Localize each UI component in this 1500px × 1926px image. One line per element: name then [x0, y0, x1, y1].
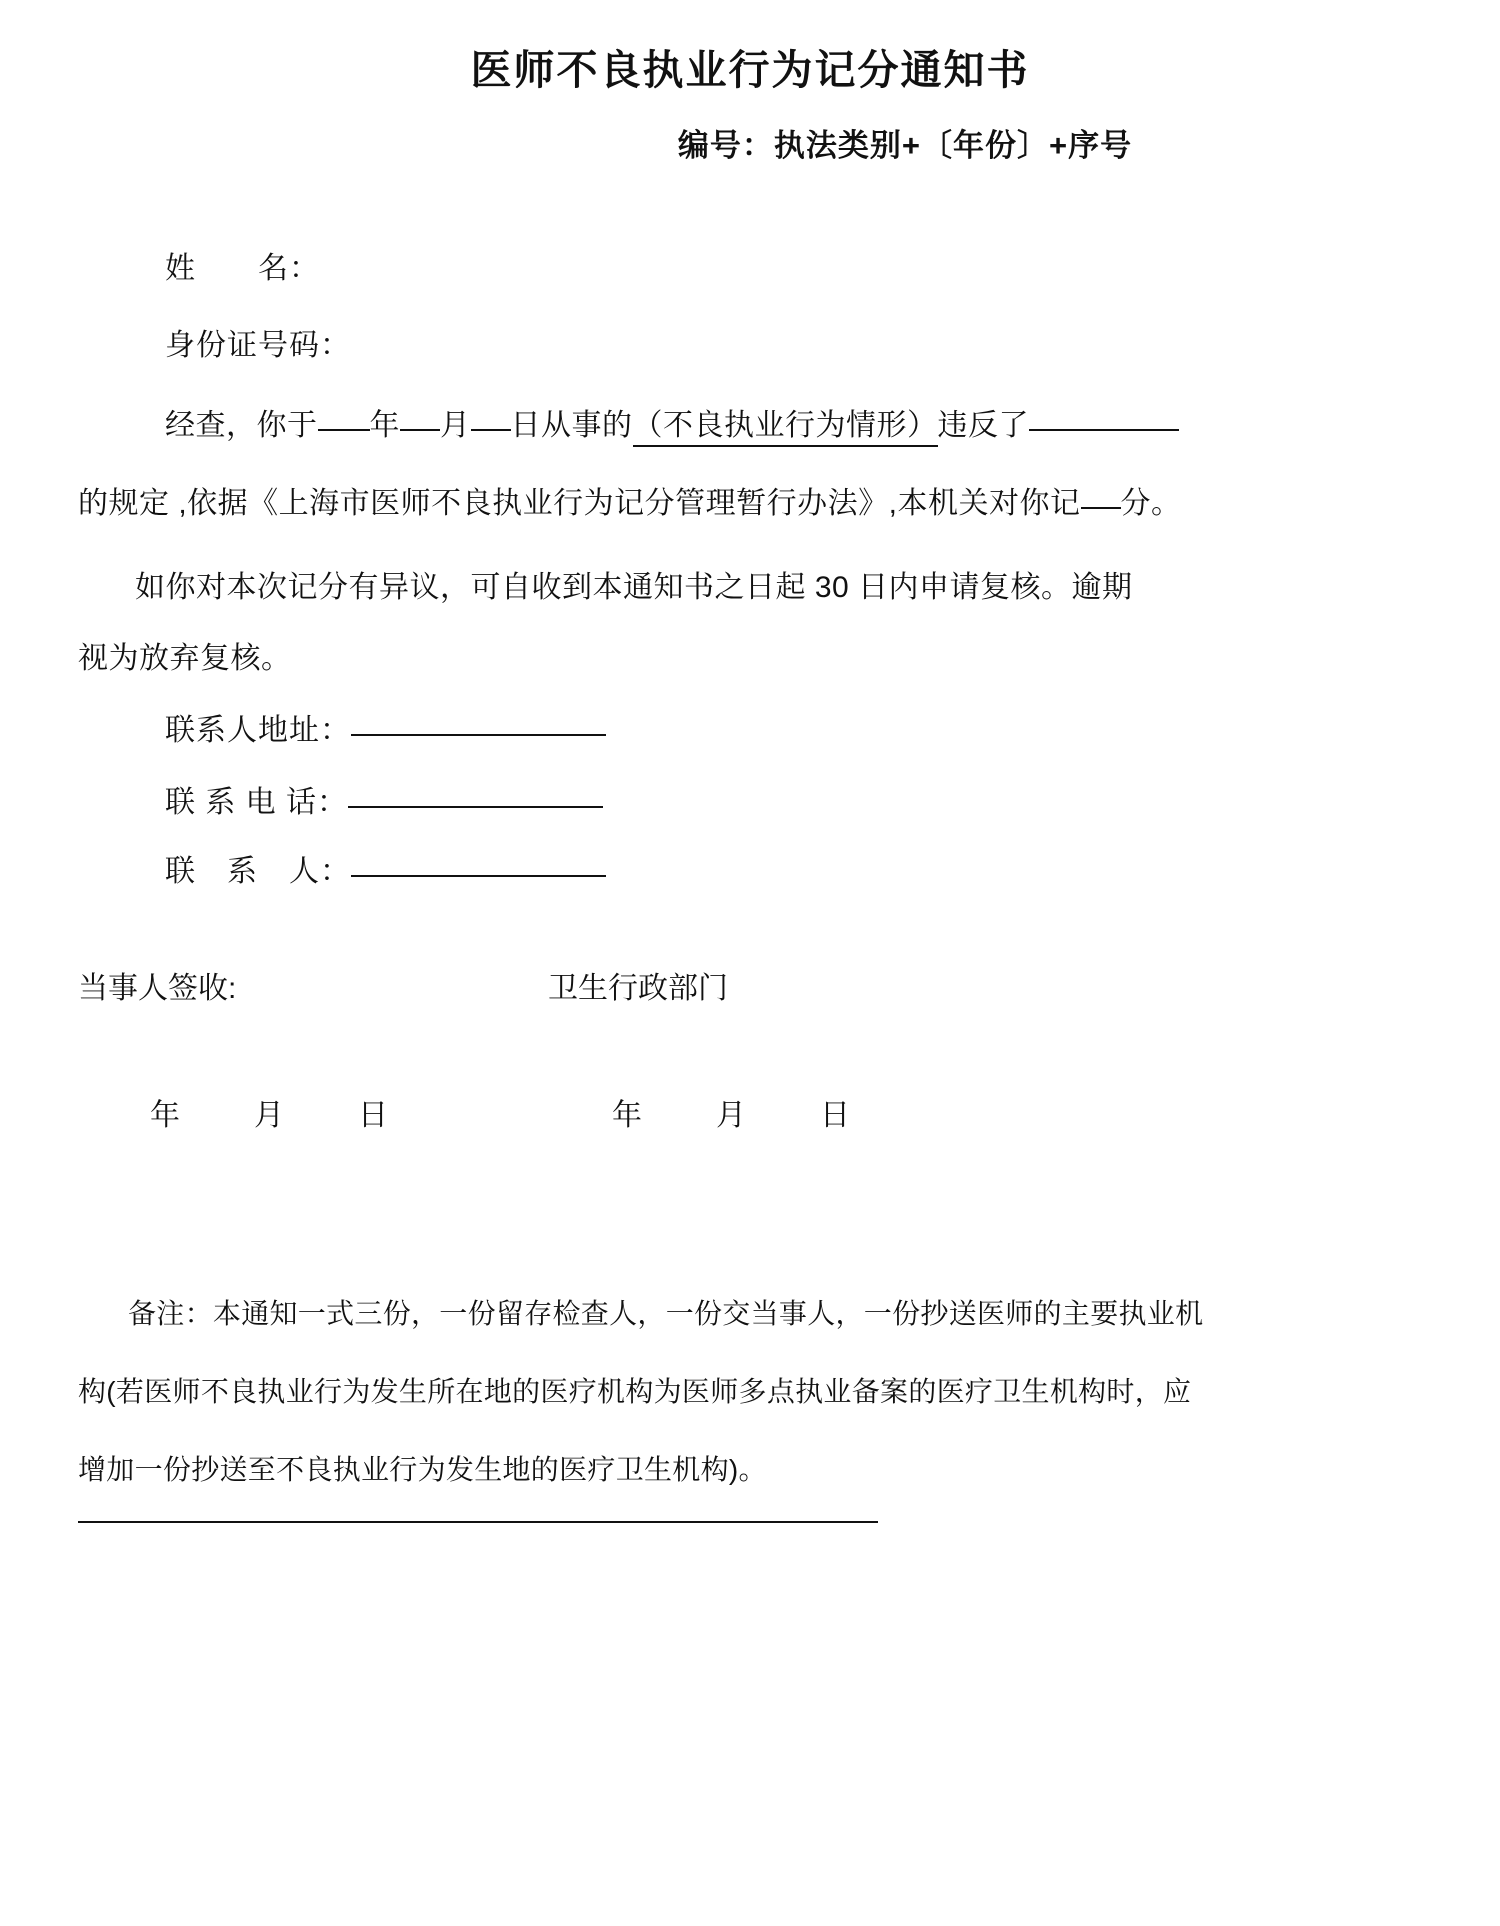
- points-blank[interactable]: [1081, 507, 1121, 509]
- review-paragraph-line-2: 视为放弃复核。: [78, 642, 292, 675]
- regulation-blank[interactable]: [1029, 429, 1179, 431]
- violation-text-d: 日从事的: [510, 409, 633, 442]
- violation-paragraph-line-1: [165, 400, 1179, 447]
- footnote-line-2: 构(若医师不良执业行为发生所在地的医疗机构为医师多点执业备案的医疗卫生机构时，应: [78, 1376, 1192, 1407]
- violation-text-f: 违反了: [937, 409, 1029, 442]
- violation-text-c: 月: [440, 409, 471, 442]
- regulation-basis-text: 的规定 ,依据《上海市医师不良执业行为记分管理暂行办法》,本机关对你记: [78, 487, 1081, 520]
- id-number-field-label: 身份证号码：: [165, 329, 351, 362]
- violation-paragraph-line-2: [78, 478, 1182, 522]
- violation-type-placeholder[interactable]: （不良执业行为情形）: [633, 400, 938, 447]
- contact-address-row: [165, 705, 606, 749]
- violation-text-b: 年: [369, 409, 400, 442]
- health-authority-label: 卫生行政部门: [548, 972, 728, 1005]
- contact-person-input[interactable]: [351, 875, 606, 877]
- footnote-line-3: 增加一份抄送至不良执业行为发生地的医疗卫生机构)。: [78, 1454, 767, 1485]
- name-field-row: [165, 243, 320, 287]
- authority-seal-date[interactable]: 年 月 日: [612, 1099, 872, 1132]
- day-blank[interactable]: [471, 429, 511, 431]
- contact-person-label: 联 系 人：: [165, 855, 351, 888]
- party-receipt-label: 当事人签收:: [78, 972, 237, 1005]
- document-number-label: 编号：执法类别+〔年份〕+序号: [677, 128, 1133, 163]
- id-number-field-row: [165, 320, 351, 364]
- year-blank[interactable]: [318, 429, 370, 431]
- month-blank[interactable]: [400, 429, 440, 431]
- review-paragraph-line-1: 如你对本次记分有异议，可自收到本通知书之日起 30 日内申请复核。逾期: [135, 571, 1133, 604]
- contact-address-input[interactable]: [351, 734, 606, 736]
- section-divider: [78, 1521, 878, 1523]
- contact-phone-row: [165, 777, 603, 821]
- contact-phone-label: 联 系 电 话：: [165, 786, 349, 819]
- violation-text-a: 经查，你于: [165, 409, 318, 442]
- party-signature-date[interactable]: 年 月 日: [150, 1099, 410, 1132]
- contact-person-row: [165, 846, 606, 890]
- contact-address-label: 联系人地址：: [165, 714, 351, 747]
- points-suffix-text: 分。: [1120, 487, 1182, 520]
- contact-phone-input[interactable]: [348, 806, 603, 808]
- footnote-line-1: 备注：本通知一式三份，一份留存检查人，一份交当事人，一份抄送医师的主要执业机: [128, 1298, 1204, 1329]
- name-field-label: 姓 名：: [165, 252, 320, 285]
- page-title: 医师不良执业行为记分通知书: [470, 47, 1030, 93]
